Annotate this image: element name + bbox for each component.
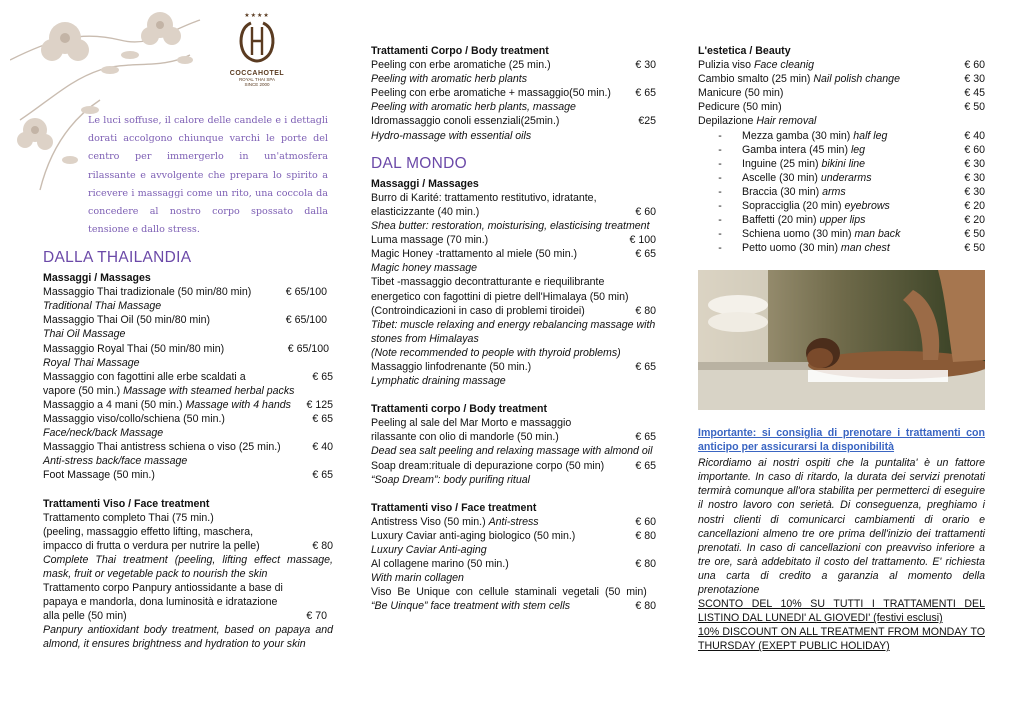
list-item: - Petto uomo (30 min) man chest € 50: [718, 242, 985, 255]
discount-en: 10% DISCOUNT ON ALL TREATMENT FROM MONDAY TO THURSDAY (EXEPT PUBLIC HOLIDAY): [698, 626, 985, 653]
list-item: papaya e mandorla, dona luminosità e idratazione: [43, 596, 278, 609]
list-item: vapore (50 min.) Massage with steamed herbal packs: [43, 384, 295, 397]
list-item-en: “Soap Dream”: body purifing ritual: [371, 473, 530, 486]
list-item: - Mezza gamba (30 min) half leg € 40: [718, 129, 985, 142]
beauty-heading: L'estetica / Beauty: [698, 45, 791, 57]
list-item: - Sopracciglia (20 min) eyebrows € 20: [718, 200, 985, 213]
logo-stars: ★★★★: [244, 13, 270, 19]
world-face-heading: Trattamenti viso / Face treatment: [371, 501, 537, 514]
world-massages-heading: Massaggi / Massages: [371, 177, 479, 190]
list-item: impacco di frutta o verdura per nutrire la pelle) € 80: [43, 539, 333, 552]
list-item: Luma massage (70 min.) € 100: [371, 234, 656, 247]
list-item: Massaggio a 4 mani (50 min.) Massage with 4 hands € 125: [43, 398, 333, 411]
list-item: Massaggio Thai tradizionale (50 min/80 min) € 65/100: [43, 286, 327, 299]
list-item: - Gamba intera (45 min) leg € 60: [718, 143, 985, 156]
list-item: - Braccia (30 min) arms € 30: [718, 185, 985, 198]
thai-title: DALLA THAILANDIA: [43, 249, 192, 266]
list-item: Antistress Viso (50 min.) Anti-stress € 60: [371, 515, 656, 528]
logo-subtitle: ROYAL THAI SPA: [238, 77, 276, 82]
list-item-en: Anti-stress back/face massage: [43, 455, 188, 468]
list-item: Manicure (50 min) € 45: [698, 87, 985, 100]
list-item: Foot Massage (50 min.) € 65: [43, 469, 333, 482]
list-item: - Ascelle (30 min) underarms € 30: [718, 171, 985, 184]
list-item-en: Thai Oil Massage: [43, 328, 126, 341]
notice-body: Ricordiamo ai nostri ospiti che la puntalita' è un fattore importante. In caso di ritardo, la durata dei servizi prenotati termirà comunque all'ora stabilita per permetterci di eseguire il nostro lavoro con serietà. Di conseguenza, preghiamo i nostri clienti di comunicarci cambiamenti di orario e cancellazioni almeno tre ore prima dell'inizio dei trattamenti prenotati. In caso di cancellazioni con preavviso inferiore a tre ore, sarà addebitato il costo del trattamento. E' richiesta una carta di credito a garanzia al momento della prenotazione: [698, 457, 985, 597]
list-item: Massaggio Thai antistress schiena o viso (25 min.) € 40: [43, 441, 333, 454]
list-item: Massaggio linfodrenante (50 min.) € 65: [371, 360, 656, 373]
list-item-en: Complete Thai treatment (peeling, lifting effect massage, mask, fruit or vegetable pack to nourish the skin: [43, 553, 333, 580]
list-item-en: Tibet: muscle relaxing and energy rebalancing massage with stones from Himalayas: [371, 318, 656, 345]
list-item-en: Peeling with aromatic herb plants, massage: [371, 101, 576, 114]
list-item: “Be Uinque” face treatment with stem cells € 80: [371, 600, 656, 613]
list-item: Soap dream:rituale di depurazione corpo (50 min) € 65: [371, 459, 656, 472]
hotel-logo: [222, 12, 292, 102]
world-body-heading: Trattamenti corpo / Body treatment: [371, 403, 548, 416]
list-item: - Inguine (25 min) bikini line € 30: [718, 157, 985, 170]
list-item-en: Magic honey massage: [371, 262, 477, 275]
thai-face-heading: Trattamenti Viso / Face treatment: [43, 497, 210, 510]
list-item: rilassante con olio di mandorle (50 min.) € 65: [371, 431, 656, 444]
beauty-section: [698, 44, 985, 255]
logo-tagline: SINCE 2000: [244, 82, 270, 87]
list-item: (peeling, massaggio effetto lifting, maschera,: [43, 525, 254, 538]
list-item: Magic Honey -trattamento al miele (50 min.) € 65: [371, 248, 656, 261]
list-item: Peeling con erbe aromatiche (25 min.) € 30: [371, 59, 656, 72]
notice-title: Importante: si consiglia di prenotare i trattamenti con anticipo per assicurarsi la disponibilità: [698, 427, 985, 454]
list-item: elasticizzante (40 min.) € 60: [371, 205, 656, 218]
list-item: (Controindicazioni in caso di problemi tiroidei) € 80: [371, 304, 656, 317]
list-item-en: Peeling with aromatic herb plants: [371, 73, 528, 86]
list-item: - Baffetti (20 min) upper lips € 20: [718, 214, 985, 227]
list-item: Pulizia viso Face cleanig € 60: [698, 59, 985, 72]
list-item-en: Hydro-massage with essential oils: [371, 129, 532, 142]
list-item: Viso Be Unique con cellule staminali vegetali (50 min): [371, 586, 647, 599]
list-item: Pedicure (50 min) € 50: [698, 101, 985, 114]
list-item-en: With marin collagen: [371, 572, 464, 585]
list-item-en: Face/neck/back Massage: [43, 427, 164, 440]
list-item: Luxury Caviar anti-aging biologico (50 min.) € 80: [371, 529, 656, 542]
list-item-en: Traditional Thai Massage: [43, 300, 162, 313]
list-item: energetico con fagottini di pietre dell'Himalaya (50 min): [371, 290, 629, 303]
list-item: Peeling con erbe aromatiche + massaggio(50 min.) € 65: [371, 87, 656, 100]
list-item-en: Royal Thai Massage: [43, 356, 140, 369]
list-item: Peeling al sale del Mar Morto e massaggio: [371, 417, 572, 430]
list-item: Cambio smalto (25 min) Nail polish change € 30: [698, 73, 985, 86]
logo-emblem: [237, 19, 277, 63]
list-item: Massaggio viso/collo/schiena (50 min.) € 65: [43, 413, 333, 426]
body-heading: Trattamenti Corpo / Body treatment: [371, 45, 549, 57]
list-item: Burro di Karité: trattamento restitutivo, idratante,: [371, 191, 597, 204]
list-item-en: Lymphatic draining massage: [371, 375, 506, 388]
list-item-en: Panpury antioxidant body treatment, based on papaya and almond, it ensures brightness and hydration to your skin: [43, 624, 333, 651]
list-item: Al collagene marino (50 min.) € 80: [371, 558, 656, 571]
list-item-en: Luxury Caviar Anti-aging: [371, 544, 487, 556]
thai-section: [43, 251, 333, 652]
list-item: Trattamento completo Thai (75 min.): [43, 511, 214, 524]
list-item: - Schiena uomo (30 min) man back € 50: [718, 228, 985, 241]
list-item: Depilazione Hair removal: [698, 115, 817, 128]
list-item: Massaggio Royal Thai (50 min/80 min) € 65/100: [43, 342, 329, 355]
booking-notice: [698, 426, 985, 654]
list-item-en: Dead sea salt peeling and relaxing massage with almond oil: [371, 445, 653, 458]
list-item: Massaggio Thai Oil (50 min/80 min) € 65/100: [43, 314, 327, 327]
world-title: DAL MONDO: [371, 154, 467, 172]
list-item: Trattamento corpo Panpury antiossidante a base di: [43, 582, 283, 595]
intro-paragraph: Le luci soffuse, il calore delle candele e i dettagli dorati accolgono chiunque varchi le porte del centro per immergerlo in un'atmosfera rilassante e avvolgente che prepara lo spirito a ricevere i massaggi come un rito, una coccola da concedere al nostro corpo spossato dalla tensione e dallo stress.: [88, 115, 328, 236]
list-item: alla pelle (50 min) € 70: [43, 610, 327, 623]
spa-massage-photo: [698, 270, 985, 410]
logo-name: COCCAHOTEL: [229, 70, 285, 77]
discount-it: SCONTO DEL 10% SU TUTTI I TRATTAMENTI DEL LISTINO DAL LUNEDI' AL GIOVEDI' (festivi esclusi): [698, 598, 985, 625]
list-item: Tibet -massaggio decontratturante e riequilibrante: [371, 276, 605, 289]
list-item-en: (Note recommended to people with thyroid problems): [371, 346, 621, 359]
list-item-en: Shea butter: restoration, moisturising, elasticising treatment: [371, 220, 650, 233]
body-and-world-section: [371, 44, 656, 613]
thai-massages-heading: Massaggi / Massages: [43, 272, 151, 285]
list-item: Idromassaggio conoli essenziali(25min.) €25: [371, 115, 656, 128]
list-item: Massaggio con fagottini alle erbe scaldati a € 65: [43, 370, 333, 383]
